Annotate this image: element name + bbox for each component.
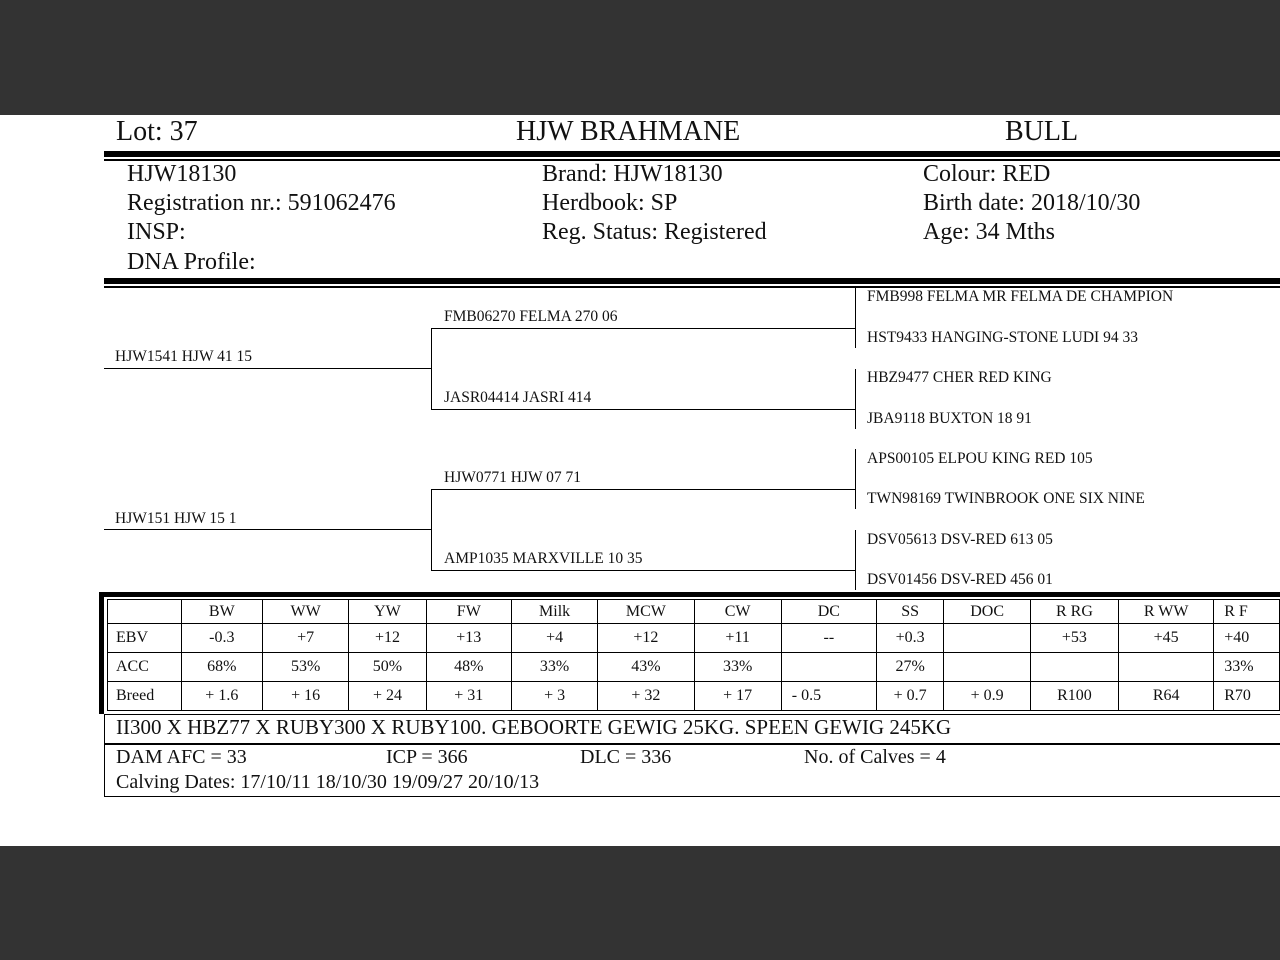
ebv-header-cell: Milk (511, 600, 597, 624)
pedigree-dam: HJW151 HJW 15 1 (115, 510, 237, 527)
pedigree-line (431, 570, 855, 571)
comment-text: II300 X HBZ77 X RUBY300 X RUBY100. GEBOORTE GEWIG 25KG. SPEEN GEWIG 245KG (116, 715, 952, 739)
registration-number: Registration nr.: 591062476 (127, 190, 396, 216)
pedigree-sire: HJW1541 HJW 41 15 (115, 348, 253, 365)
ebv-table-top-border (99, 592, 1280, 597)
breed-row (108, 682, 1280, 711)
ebv-cell: + 0.7 (876, 682, 944, 711)
pedigree-line (104, 368, 431, 369)
age-field: Age: 34 Mths (923, 219, 1055, 245)
ebv-cell: +4 (511, 624, 597, 653)
ebv-cell: +7 (262, 624, 348, 653)
pedigree-line (855, 530, 856, 590)
ebv-cell: +0.3 (876, 624, 944, 653)
ebv-cell: 48% (426, 653, 511, 682)
ebv-cell: +12 (598, 624, 694, 653)
ebv-cell: +13 (426, 624, 511, 653)
pedigree-sire-dam: JASR04414 JASRI 414 (444, 389, 592, 406)
animal-name: HJW BRAHMANE (516, 116, 741, 147)
herdbook-field: Herdbook: SP (542, 190, 678, 216)
ebv-header-cell: R WW (1119, 600, 1214, 624)
ebv-row-label: Breed (108, 682, 182, 711)
ebv-cell (781, 653, 876, 682)
top-dark-bar (0, 0, 1280, 115)
lot-label: Lot: 37 (116, 116, 198, 147)
ebv-cell: 43% (598, 653, 694, 682)
ebv-cell: 33% (694, 653, 781, 682)
dam-afc: DAM AFC = 33 (116, 746, 247, 768)
info-rule (104, 278, 1280, 284)
ebv-header-row (108, 600, 1280, 624)
ebv-cell: 50% (349, 653, 426, 682)
ebv-cell: 33% (511, 653, 597, 682)
pedigree-line (855, 449, 856, 509)
ebv-cell: + 0.9 (944, 682, 1030, 711)
pedigree-ggp-6: TWN98169 TWINBROOK ONE SIX NINE (867, 490, 1145, 507)
pedigree-sire-sire: FMB06270 FELMA 270 06 (444, 308, 618, 325)
ebv-cell: 53% (262, 653, 348, 682)
ebv-row-label: EBV (108, 624, 182, 653)
pedigree-line (855, 288, 856, 348)
ebv-header-cell: DOC (944, 600, 1030, 624)
ebv-cell: R70 (1214, 682, 1280, 711)
acc-row (108, 653, 1280, 682)
ebv-cell: +53 (1030, 624, 1118, 653)
insp-field: INSP: (127, 219, 186, 245)
ebv-cell (944, 653, 1030, 682)
ebv-row (108, 624, 1280, 653)
ebv-table (107, 599, 1280, 711)
bottom-dark-bar (0, 846, 1280, 960)
ebv-header-cell: R F (1214, 600, 1280, 624)
dam-dlc: DLC = 336 (580, 746, 672, 768)
ebv-cell: R64 (1119, 682, 1214, 711)
pedigree-ggp-3: HBZ9477 CHER RED KING (867, 369, 1052, 386)
ebv-cell: 33% (1214, 653, 1280, 682)
ebv-header-cell: R RG (1030, 600, 1118, 624)
ebv-header-cell: YW (349, 600, 426, 624)
pedigree-ggp-8: DSV01456 DSV-RED 456 01 (867, 571, 1053, 588)
pedigree-line (431, 489, 855, 490)
ebv-cell: + 31 (426, 682, 511, 711)
animal-id: HJW18130 (127, 161, 237, 187)
ebv-cell: + 17 (694, 682, 781, 711)
ebv-cell: 68% (181, 653, 262, 682)
ebv-cell: + 24 (349, 682, 426, 711)
ebv-cell: +40 (1214, 624, 1280, 653)
dam-icp: ICP = 366 (386, 746, 468, 768)
ebv-cell: R100 (1030, 682, 1118, 711)
animal-sex: BULL (1005, 116, 1079, 147)
pedigree-line (431, 489, 432, 570)
ebv-cell: +12 (349, 624, 426, 653)
ebv-cell: -- (781, 624, 876, 653)
pedigree-dam-sire: HJW0771 HJW 07 71 (444, 469, 582, 486)
colour-field: Colour: RED (923, 161, 1051, 187)
ebv-header-cell: SS (876, 600, 944, 624)
ebv-header-cell: MCW (598, 600, 694, 624)
calving-dates: Calving Dates: 17/10/11 18/10/30 19/09/27 20/10/13 (116, 771, 540, 793)
pedigree-ggp-1: FMB998 FELMA MR FELMA DE CHAMPION (867, 288, 1174, 305)
ebv-table-left-border (99, 592, 104, 714)
ebv-cell: + 16 (262, 682, 348, 711)
dam-calves: No. of Calves = 4 (804, 746, 946, 768)
birth-date-field: Birth date: 2018/10/30 (923, 190, 1141, 216)
reg-status-field: Reg. Status: Registered (542, 219, 767, 245)
ebv-header-cell: BW (181, 600, 262, 624)
ebv-cell: + 1.6 (181, 682, 262, 711)
brand-field: Brand: HJW18130 (542, 161, 723, 187)
ebv-cell: + 3 (511, 682, 597, 711)
pedigree-ggp-4: JBA9118 BUXTON 18 91 (867, 410, 1032, 427)
header-rule (104, 151, 1280, 157)
ebv-cell (944, 624, 1030, 653)
ebv-header-cell: WW (262, 600, 348, 624)
pedigree-line (431, 328, 432, 409)
ebv-row-label: ACC (108, 653, 182, 682)
ebv-cell: +45 (1119, 624, 1214, 653)
pedigree-line (431, 409, 855, 410)
ebv-cell: 27% (876, 653, 944, 682)
pedigree-dam-dam: AMP1035 MARXVILLE 10 35 (444, 550, 643, 567)
pedigree-ggp-7: DSV05613 DSV-RED 613 05 (867, 531, 1053, 548)
ebv-cell (1119, 653, 1214, 682)
dna-profile-field: DNA Profile: (127, 249, 256, 275)
ebv-cell: +11 (694, 624, 781, 653)
ebv-header-cell: FW (426, 600, 511, 624)
pedigree-line (104, 529, 431, 530)
ebv-cell: -0.3 (181, 624, 262, 653)
pedigree-ggp-2: HST9433 HANGING-STONE LUDI 94 33 (867, 329, 1138, 346)
ebv-cell: + 32 (598, 682, 694, 711)
ebv-header-cell: DC (781, 600, 876, 624)
ebv-header-cell (108, 600, 182, 624)
pedigree-line (855, 369, 856, 429)
catalogue-sheet (0, 115, 1280, 846)
ebv-header-cell: CW (694, 600, 781, 624)
ebv-cell: - 0.5 (781, 682, 876, 711)
ebv-cell (1030, 653, 1118, 682)
pedigree-line (431, 328, 855, 329)
pedigree-ggp-5: APS00105 ELPOU KING RED 105 (867, 450, 1093, 467)
